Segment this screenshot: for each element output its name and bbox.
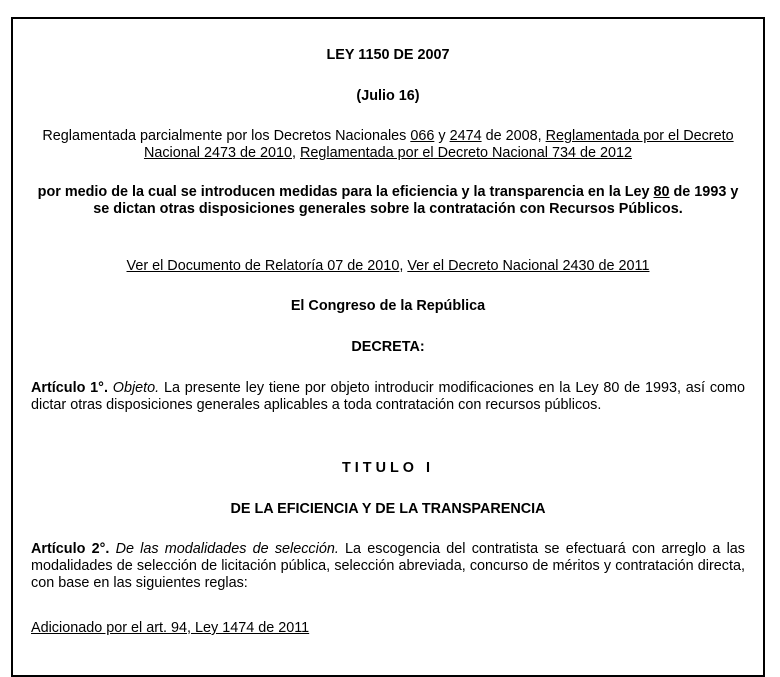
article-1-text: La presente ley tiene por objeto introducir modificaciones en la Ley 80 de 1993, así como dictar otras disposiciones generales aplicables a toda contratación con recursos públicos.	[31, 380, 746, 413]
subject-part1: por medio de la cual se introducen medidas para la eficiencia y la transparencia en la Ley	[37, 184, 654, 200]
decreta-heading: DECRETA:	[351, 339, 425, 355]
law-subject	[31, 184, 745, 218]
article-2	[31, 541, 745, 592]
article-2-text: La escogencia del contratista se efectuará con arreglo a las modalidades de selección de licitación pública, selección abreviada, concurso de méritos y contratación directa, con base en las siguientes reglas:	[31, 541, 745, 591]
article-1-title: Objeto.	[112, 380, 160, 396]
decree-2430-link[interactable]: Ver el Decreto Nacional 2430 de 2011	[407, 258, 650, 274]
decree-734-link[interactable]: Reglamentada por el Decreto Nacional 734 de 2012	[300, 145, 633, 161]
see-also-separator: ,	[399, 258, 408, 274]
ley-1474-link[interactable]: Adicionado por el art. 94, Ley 1474 de 2011	[31, 620, 310, 636]
subject-part2: de 1993 y se dictan otras disposiciones generales sobre la contratación con Recursos Públicos.	[93, 184, 739, 217]
added-note	[31, 620, 309, 637]
titulo-subheading: DE LA EFICIENCIA Y DE LA TRANSPARENCIA	[230, 501, 546, 517]
congress-heading: El Congreso de la República	[290, 298, 486, 314]
regulation-and: y	[434, 128, 450, 144]
decree-2473-link[interactable]: Reglamentada por el Decreto Nacional 2473 de 2010	[143, 128, 734, 161]
article-1	[31, 380, 745, 414]
article-2-title: De las modalidades de selección.	[115, 541, 339, 557]
ley-80-link[interactable]: 80	[653, 184, 670, 200]
see-also	[31, 258, 745, 275]
article-1-label: Artículo 1°.	[31, 380, 108, 396]
regulation-comma: ,	[292, 145, 300, 161]
decree-066-link[interactable]: 066	[410, 128, 435, 144]
law-date: (Julio 16)	[356, 88, 420, 104]
decree-2474-link[interactable]: 2474	[449, 128, 482, 144]
regulation-mid: de 2008,	[481, 128, 546, 144]
regulation-note	[31, 128, 745, 162]
titulo-heading: TITULO I	[342, 460, 434, 476]
relatoria-link[interactable]: Ver el Documento de Relatoría 07 de 2010	[126, 258, 400, 274]
regulation-prefix: Reglamentada parcialmente por los Decretos Nacionales	[42, 128, 411, 144]
law-title: LEY 1150 DE 2007	[326, 47, 450, 63]
document-frame	[11, 17, 765, 677]
article-2-label: Artículo 2°.	[31, 541, 110, 557]
